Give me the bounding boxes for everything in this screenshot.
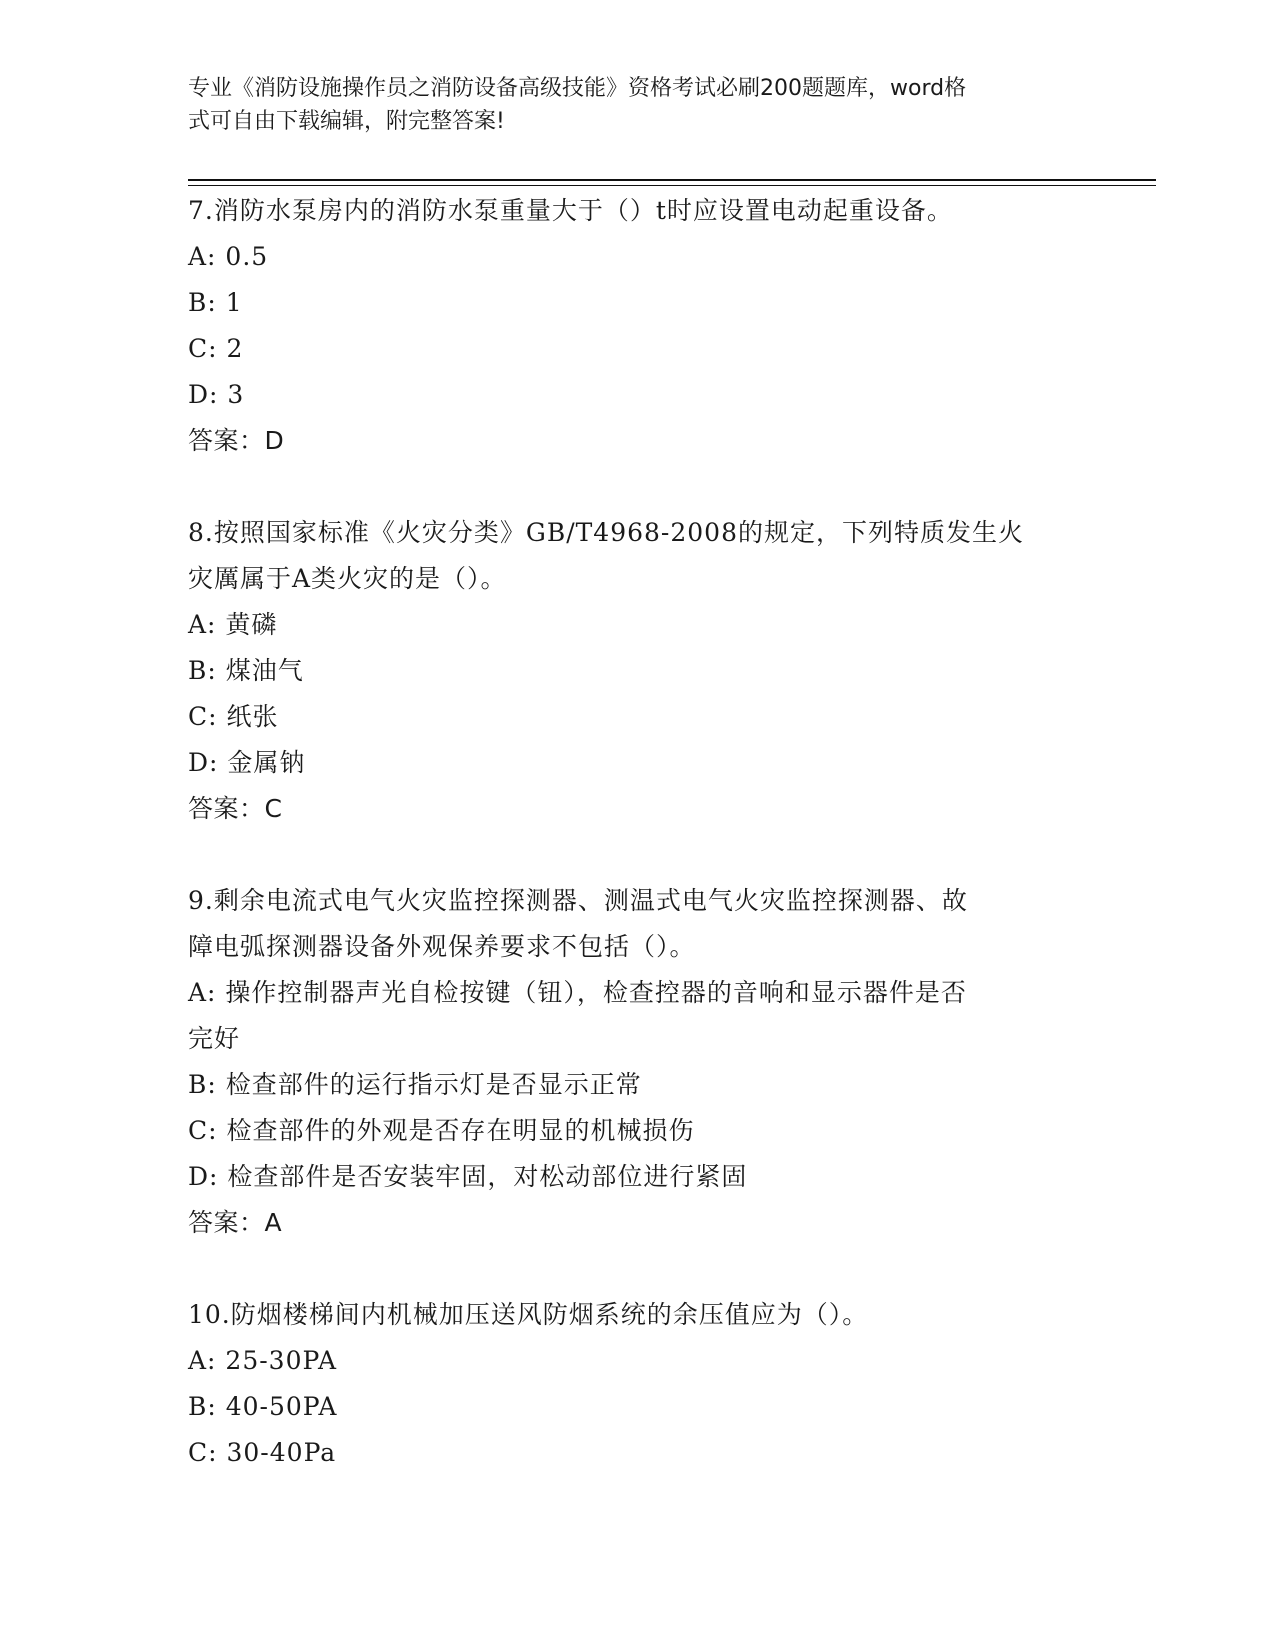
answer-label: 答案：C (188, 794, 283, 823)
question-stem-line-2: 灾厲属于A类火灾的是（）。 (188, 564, 507, 593)
option-b: B: 煤油气 (188, 656, 304, 685)
question-7 (188, 188, 1088, 464)
option-c: C: 2 (188, 334, 244, 363)
question-8 (188, 510, 1088, 832)
option-c: C: 检查部件的外观是否存在明显的机械损伤 (188, 1116, 695, 1145)
question-spacer (188, 1246, 1088, 1292)
option-c: C: 30-40Pa (188, 1438, 337, 1467)
question-spacer (188, 832, 1088, 878)
option-b: B: 1 (188, 288, 243, 317)
header-divider-thin (188, 185, 1156, 186)
option-c: C: 纸张 (188, 702, 279, 731)
question-list (188, 188, 1088, 1476)
option-a: A: 0.5 (188, 242, 269, 271)
question-stem-line-1: 8.按照国家标准《火灾分类》GB/T4968-2008的规定，下列特质发生火 (188, 518, 1024, 547)
document-header (188, 72, 1078, 138)
option-a-line-2: 完好 (188, 1024, 241, 1053)
question-spacer (188, 464, 1088, 510)
question-10 (188, 1292, 1088, 1476)
question-stem: 10.防烟楼梯间内机械加压送风防烟系统的余压值应为（）。 (188, 1300, 869, 1329)
option-a: A: 25-30PA (188, 1346, 338, 1375)
answer-label: 答案：A (188, 1208, 283, 1237)
header-divider-thick (188, 179, 1156, 181)
question-stem: 7.消防水泵房内的消防水泵重量大于（）t时应设置电动起重设备。 (188, 196, 953, 225)
option-b: B: 40-50PA (188, 1392, 338, 1421)
question-stem-line-2: 障电弧探测器设备外观保养要求不包括（）。 (188, 932, 696, 961)
answer-label: 答案：D (188, 426, 285, 455)
option-d: D: 检查部件是否安装牢固，对松动部位进行紧固 (188, 1162, 748, 1191)
header-title-line-2: 式可自由下载编辑，附完整答案! (188, 109, 505, 134)
option-b: B: 检查部件的运行指示灯是否显示正常 (188, 1070, 642, 1099)
header-title-line-1: 专业《消防设施操作员之消防设备高级技能》资格考试必刷200题题库，word格 (188, 76, 967, 101)
option-d: D: 金属钠 (188, 748, 306, 777)
option-a: A: 黄磷 (188, 610, 278, 639)
question-9 (188, 878, 1088, 1246)
option-d: D: 3 (188, 380, 245, 409)
question-stem-line-1: 9.剩余电流式电气火灾监控探测器、测温式电气火灾监控探测器、故 (188, 886, 968, 915)
option-a-line-1: A: 操作控制器声光自检按键（钮），检查控器的音响和显示器件是否 (188, 978, 967, 1007)
